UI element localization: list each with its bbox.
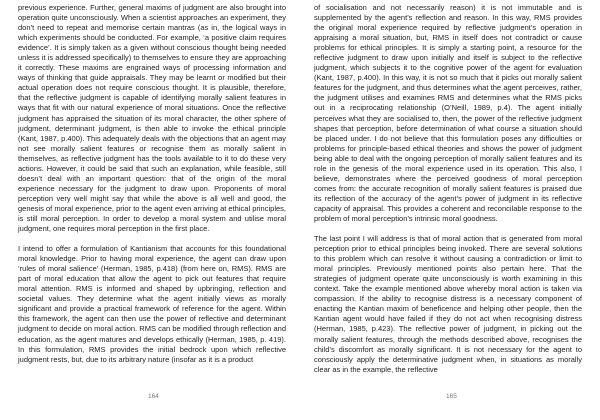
right-page-number: 165 <box>446 393 457 400</box>
left-paragraph-2: I intend to offer a formulation of Kantianism that accounts for this foundational moral knowledge. Prior to having moral experience, the agent can draw upon ‘rules of moral salience’ (Herman, 1985, p.418) (from here on, RMS). RMS are part of moral education that allow the agent to pick out features that require moral attention. RMS is informed and shaped by upbringing, reflection and societal values. They determine what the agent initially views as morally significant and provide a practical framework of reference for the agent. Within this framework, the agent can then use the power of reflective and determinant judgment to decide on moral action. RMS can be modified through reflection and education, as the agent matures and develops ethically (Herman, 1985, p. 419). In this formulation, RMS provides the initial bedrock upon which reflective judgment rests, but, due to its arbitrary nature (insofar as it is a product <box>18 244 286 364</box>
left-paragraph-1: previous experience. Further, general maxims of judgment are also brought into operation quite unconsciously. When a scientist approaches an experiment, they don’t need to repeat and memorise certain mantras (as in, the logical ways in which experiments should be conducted. For example, ‘a positive claim requires evidence’. It is simply taken as a given without conscious thought being needed unless it is addressed specifically) to themselves to ensure they are approaching it correctly. These maxims are engrained ways of processing information and ways of thinking that guide appraisals. They may be learnt or modified but their actual operation does not require conscious thought. It is plausible, therefore, that the reflective judgment is capable of identifying morally salient features in ways that fit with our natural experience of moral situations. Once the reflective judgment has appraised the situation of its moral character, the other sphere of judgment, determinant judgment, is then able to invoke the ethical principle (Kant, 1987, p.400). This adequately deals with the objections that an agent may not see morally salient features or recognise them as morally salient in themselves, as reflective judgment has the tools available to it to do these very actions. However, it could be said that such an explanation, while feasible, still doesn’t deal with an important question: that of the origin of the moral experience necessary for the judgment to draw upon. Proponents of moral perception very well might say that while the above is all well and good, the genesis of moral experience, prior to the agent even arriving at ethical principles, is still moral perception. In order to develop a moral system and utilise moral judgment, one requires moral perception in the first place. <box>18 3 286 234</box>
right-paragraph-1: of socialisation and not necessarily reason) it is not immutable and is supplemented by the agent’s reflection and reason. In this way, RMS provides the original moral experience required by reflective judgment’s operation in appraising a moral situation, but, RMS in itself does not contradict or cause problems for ethical principles. It is simply a starting point, a resource for the reflective judgment to draw upon initially and itself is subject to the reflective judgment, which subjects it to the cognitive power of the agent for evaluation (Kant, 1987, p.400). In this way, it is not so much that it picks out morally salient features for the judgment, and thus determines what the agent perceives, rather, the judgment utilises and examines RMS and determines what the RMS picks out in a reciprocating relationship (O’Neill, 1989, p.4). The agent initially perceives what they are socialised to, then, the power of the reflective judgment shapes that perception, before determination of what course a situation should be placed under. I do not believe that this formulation poses any difficulties or problems for principle-based ethical theories and shows the power of judgment being able to deal with the ongoing perception of morally salient features and its role in the genesis of the moral experience used in its operation. This also, I believe, demonstrates where the perceived goodness of moral perception comes from: the accurate recognition of morally salient features is praised due its reflection of the accuracy of the agent’s power of judgment in its reflective capacity of appraisal. This provides a coherent and reconcilable response to the problem of moral perception’s intrinsic moral goodness. <box>314 3 582 223</box>
paragraph-gap <box>18 234 286 244</box>
right-paragraph-2: The last point I will address is that of moral action that is generated from moral perception prior to ethical principles being invoked. There are several solutions to this problem which can resolve it without causing a contradiction or limit to moral principles. Previously mentioned points also pertain here. That the strategies of judgment operate quite unconsciously is worth examining in this context. Take the example mentioned above whereby moral action is taken via compassion. If the ability to recognise distress is a necessary component of enacting the Kantian maxim of beneficence and helping other people, then the Kantian agent would have failed if they do not act when recognising distress (Herman, 1985, p.423). The reflective power of judgment, in picking out the morally salient features, through the methods described above, recognises the child’s discomfort as morally significant. It is not necessary for the agent to consciously apply the determinative judgment when, in situations as morally clear as in the example, the reflective <box>314 234 582 374</box>
paragraph-gap <box>314 224 582 234</box>
left-page-number: 164 <box>148 393 159 400</box>
right-page <box>300 0 600 420</box>
